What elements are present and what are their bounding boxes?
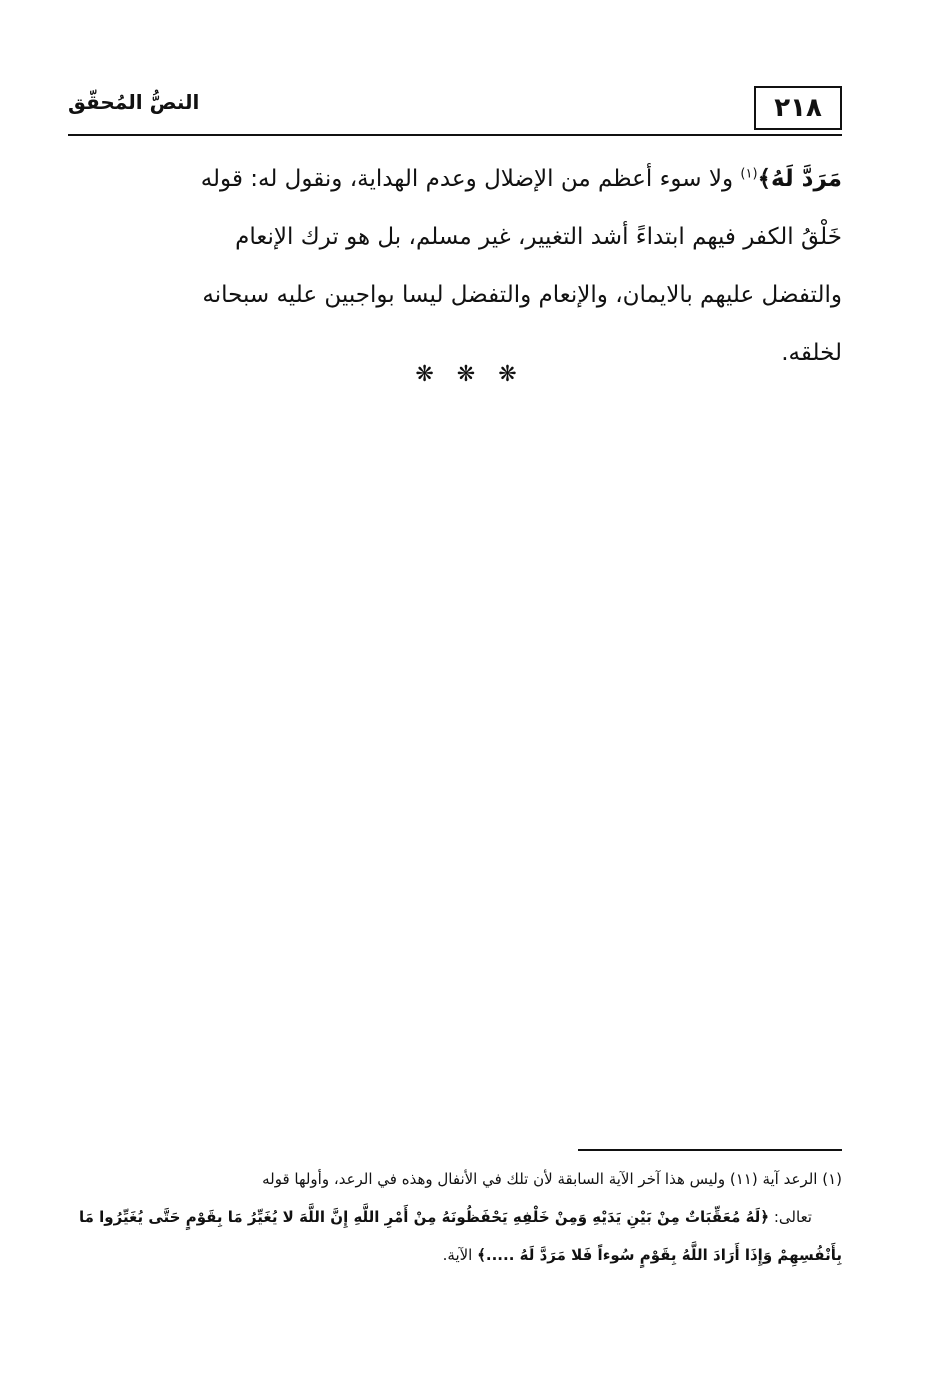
page-number: ٢١٨ <box>754 86 842 130</box>
footnote-line-3 <box>68 1236 842 1274</box>
footnote <box>68 1160 842 1274</box>
page-header <box>68 84 842 136</box>
footnote-line-2 <box>68 1198 842 1236</box>
main-text <box>68 150 842 382</box>
footnote-reference[interactable]: (١) <box>740 166 758 182</box>
quran-quote-end: مَرَدَّ لَهُ <box>771 166 842 192</box>
text-line-1 <box>68 150 842 208</box>
section-separator: ❋ ❋ ❋ <box>415 362 525 387</box>
footnote-quran-quote-2: بِأَنْفُسِهِمْ وَإِذَا أَرَادَ اللَّهُ بِقَوْمٍ سُوءاً فَلا مَرَدَّ لَهُ .....﴾ <box>477 1246 842 1264</box>
running-title: النصُّ المُحقّق <box>68 90 200 114</box>
text-line-2: خَلْقُ الكفر فيهم ابتداءً أشد التغيير، غير مسلم، بل هو ترك الإنعام <box>235 224 842 250</box>
footnote-line-3-suffix: الآية. <box>442 1246 478 1264</box>
footnote-quran-quote-1: ﴿لَهُ مُعَقِّبَاتٌ مِنْ بَيْنِ يَدَيْهِ وَمِنْ خَلْفِهِ يَحْفَظُونَهُ مِنْ أَمْرِ اللَّهِ إِنَّ اللَّهَ لا يُغَيِّرُ مَا بِقَوْمٍ حَتَّى يُغَيِّرُوا مَا <box>79 1208 770 1226</box>
footnote-divider <box>578 1149 842 1151</box>
quran-bracket-close: ﴾ <box>757 166 772 192</box>
text-line-1-body: ولا سوء أعظم من الإضلال وعدم الهداية، ونقول له: قوله <box>200 166 741 192</box>
text-line-3: والتفضل عليهم بالايمان، والإنعام والتفضل ليسا بواجبين عليه سبحانه <box>202 282 842 308</box>
footnote-line-2-prefix: تعالى: <box>769 1208 812 1226</box>
text-line-4: لخلقه. <box>781 340 842 366</box>
footnote-line-1: (١) الرعد آية (١١) وليس هذا آخر الآية السابقة لأن تلك في الأنفال وهذه في الرعد، وأولها قوله <box>262 1170 842 1188</box>
